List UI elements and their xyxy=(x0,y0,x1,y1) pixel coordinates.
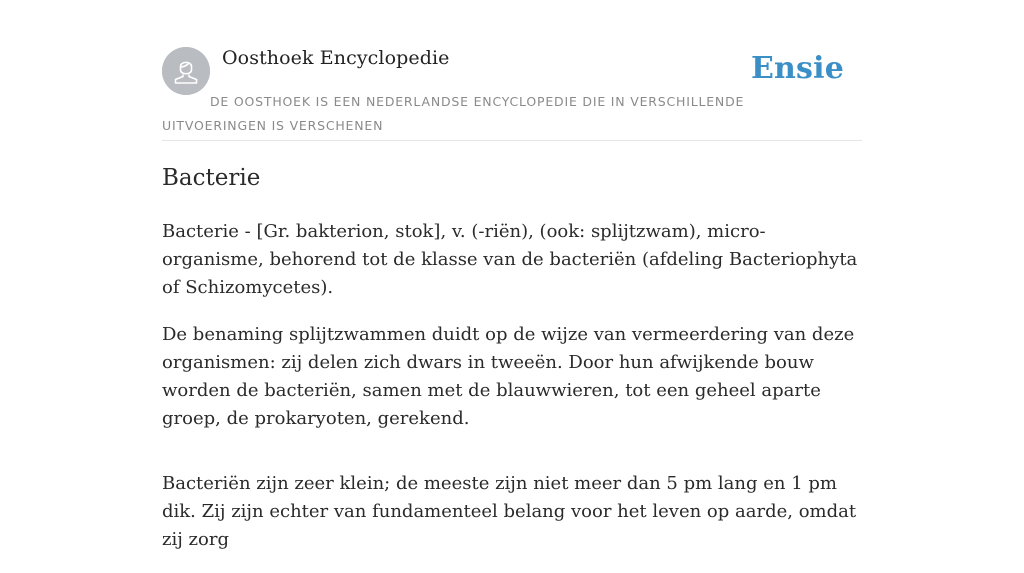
site-header xyxy=(162,44,862,141)
user-icon[interactable] xyxy=(162,47,210,95)
article-title: Bacterie xyxy=(162,165,261,191)
brand-logo[interactable]: Ensie xyxy=(750,51,844,86)
site-name[interactable]: Oosthoek Encyclopedie xyxy=(222,47,450,69)
article xyxy=(162,160,862,573)
site-tagline: DE OOSTHOEK IS EEN NEDERLANDSE ENCYCLOPEDIE DIE IN VERSCHILLENDE UITVOERINGEN IS VERSCHENEN xyxy=(162,94,745,133)
article-paragraph: Bacteriën zijn zeer klein; de meeste zijn niet meer dan 5 pm lang en 1 pm dik. Zij zijn echter van fundamenteel belang voor het leven op aarde, omdat zij zorg xyxy=(162,473,857,550)
article-paragraph: Bacterie - [Gr. bakterion, stok], v. (-riën), (ook: splijtzwam), micro-organisme, behorend tot de klasse van de bacteriën (afdeling Bacteriophyta of Schizomycetes). xyxy=(162,221,858,298)
article-paragraph: De benaming splijtzwammen duidt op de wijze van vermeerdering van deze organismen: zij delen zich dwars in tweeën. Door hun afwijkende bouw worden de bacteriën, samen met de blauwwieren, tot een geheel aparte groep, de prokaryoten, gerekend. xyxy=(162,324,855,429)
